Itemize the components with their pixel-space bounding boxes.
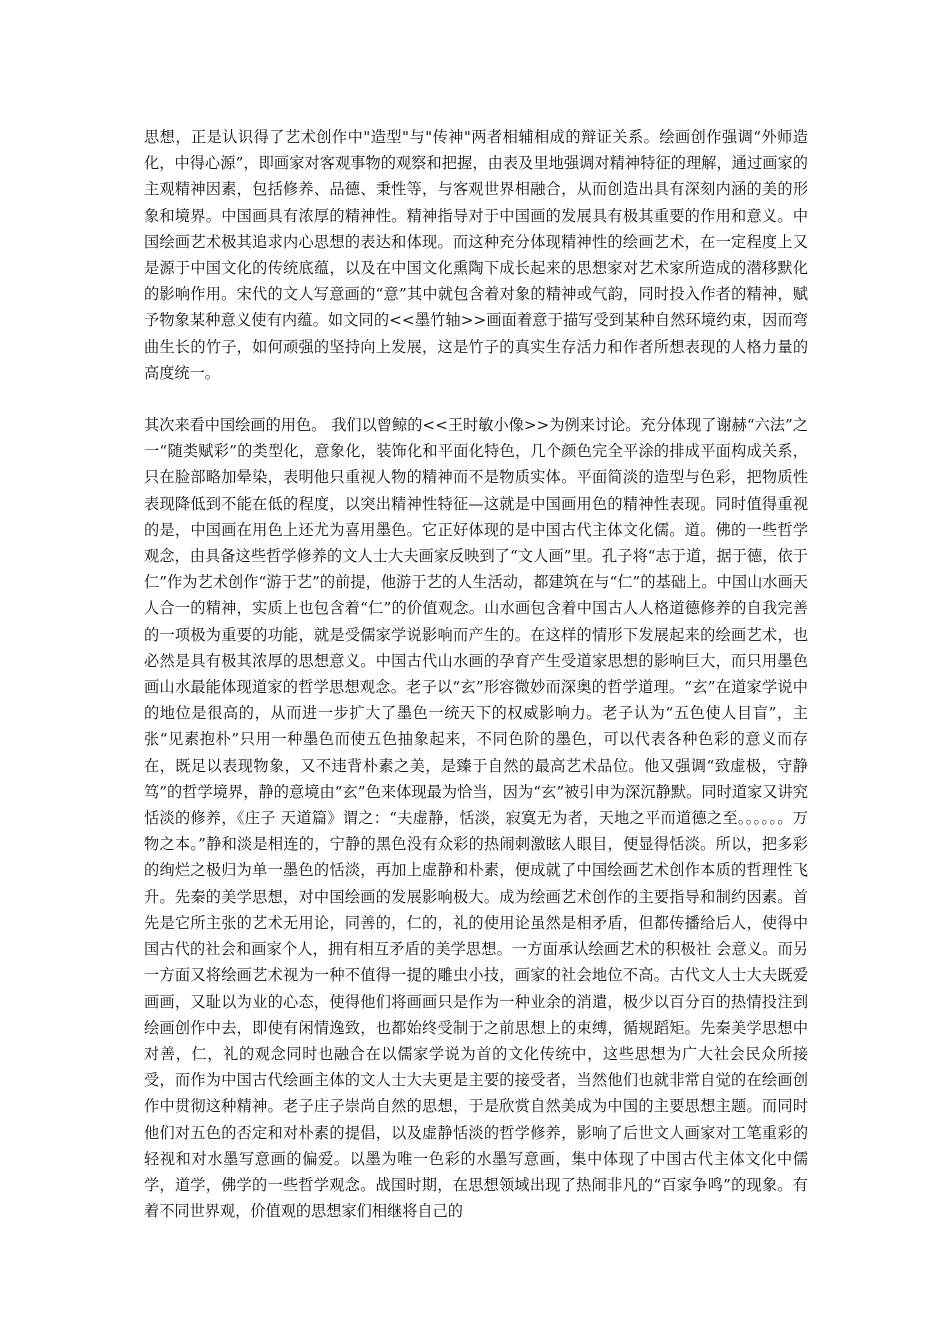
document-page (144, 124, 808, 1224)
paragraph-2: 其次来看中国绘画的用色。 我们以曾鲸的<<王时敏小像>>为例来讨论。充分体现了谢赫“六法”之一“随类赋彩”的类型化，意象化，装饰化和平面化特色，几个颜色完全平涂的排成平面构成关系，只在脸部略加晕染，表明他只重视人物的精神而不是物质实体。平面简淡的造型与色彩，把物质性表现降低到不能在低的程度，以突出精神性特征—这就是中国画用色的精神性表现。同时值得重视的是，中国画在用色上还尤为喜用墨色。它正好体现的是中国古代主体文化儒。道。佛的一些哲学观念，由具备这些哲学修养的文人士大夫画家反映到了“文人画”里。孔子将“志于道，据于德，依于仁”作为艺术创作“游于艺”的前提，他游于艺的人生活动，都建筑在与“仁”的基础上。中国山水画天人合一的精神，实质上也包含着“仁”的价值观念。山水画包含着中国古人人格道德修养的自我完善的一项极为重要的功能，就是受儒家学说影响而产生的。在这样的情形下发展起来的绘画艺术，也必然是具有极其浓厚的思想意义。中国古代山水画的孕育产生受道家思想的影响巨大，而只用墨色画山水最能体现道家的哲学思想观念。老子以“玄”形容微妙而深奥的哲学道理。“玄”在道家学说中的地位是很高的，从而进一步扩大了墨色一统天下的权威影响力。老子认为“五色使人目盲”，主张“见素抱朴”只用一种墨色而使五色抽象起来，不同色阶的墨色，可以代表各种色彩的意义而存在，既足以表现物象，又不违背朴素之美，是臻于自然的最高艺术品位。他又强调“致虚极，守静笃”的哲学境界，静的意境由“玄”色来体现最为恰当，因为“玄”被引申为深沉静默。同时道家又讲究恬淡的修养，《庄子 天道篇》谓之：“夫虚静，恬淡，寂寞无为者，天地之平而道德之至。。。。。。万物之本。”静和淡是相连的，宁静的黑色没有众彩的热闹刺激眩人眼目，便显得恬淡。所以，把多彩的绚烂之极归为单一墨色的恬淡，再加上虚静和朴素，便成就了中国绘画艺术创作本质的哲理性飞升。先秦的美学思想，对中国绘画的发展影响极大。成为绘画艺术创作的主要指导和制约因素。首先是它所主张的艺术无用论，同善的，仁的，礼的使用论虽然是相矛盾，但都传播给后人，使得中国古代的社会和画家个人，拥有相互矛盾的美学思想。一方面承认绘画艺术的积极社 会意义。而另一方面又将绘画艺术视为一种不值得一提的雕虫小技，画家的社会地位不高。古代文人士大夫既爱画画，又耻以为业的心态，使得他们将画画只是作为一种业余的消遣，极少以百分百的热情投注到绘画创作中去，即使有闲情逸致，也都始终受制于之前思想上的束缚，循规蹈矩。先秦美学思想中对善，仁，礼的观念同时也融合在以儒家学说为首的文化传统中，这些思想为广大社会民众所接受，而作为中国古代绘画主体的文人士大夫更是主要的接受者，当然他们也就非常自觉的在绘画创作中贯彻这种精神。老子庄子崇尚自然的思想，于是欣赏自然美成为中国的主要思想主题。而同时他们对五色的否定和对朴素的提倡，以及虚静恬淡的哲学修养，影响了后世文人画家对工笔重彩的轻视和对水墨写意画的偏爱。以墨为唯一色彩的水墨写意画，集中体现了中国古代主体文化中儒学，道学，佛学的一些哲学观念。战国时期，在思想领域出现了热闹非凡的“百家争鸣”的现象。有着不同世界观，价值观的思想家们相继将自己的 (144, 416, 808, 1221)
paragraph-1: 思想，正是认识得了艺术创作中"造型"与"传神"两者相辅相成的辩证关系。绘画创作强调“外师造化，中得心源”，即画家对客观事物的观察和把握，由表及里地强调对精神特征的理解，通过画家的主观精神因素，包括修养、品德、秉性等，与客观世界相融合，从而创造出具有深刻内涵的美的形象和境界。中国画具有浓厚的精神性。精神指导对于中国画的发展具有极其重要的作用和意义。中国绘画艺术极其追求内心思想的表达和体现。而这种充分体现精神性的绘画艺术，在一定程度上又是源于中国文化的传统底蕴，以及在中国文化熏陶下成长起来的思想家对艺术家所造成的潜移默化的影响作用。宋代的文人写意画的“意”其中就包含着对象的精神或气韵，同时投入作者的精神，赋予物象某种意义使有内蕴。如文同的<<墨竹轴>>画面着意于描写受到某种自然环境约束，因而弯曲生长的竹子，如何顽强的坚持向上发展，这是竹子的真实生存活力和作者所想表现的人格力量的高度统一。 (144, 128, 808, 382)
